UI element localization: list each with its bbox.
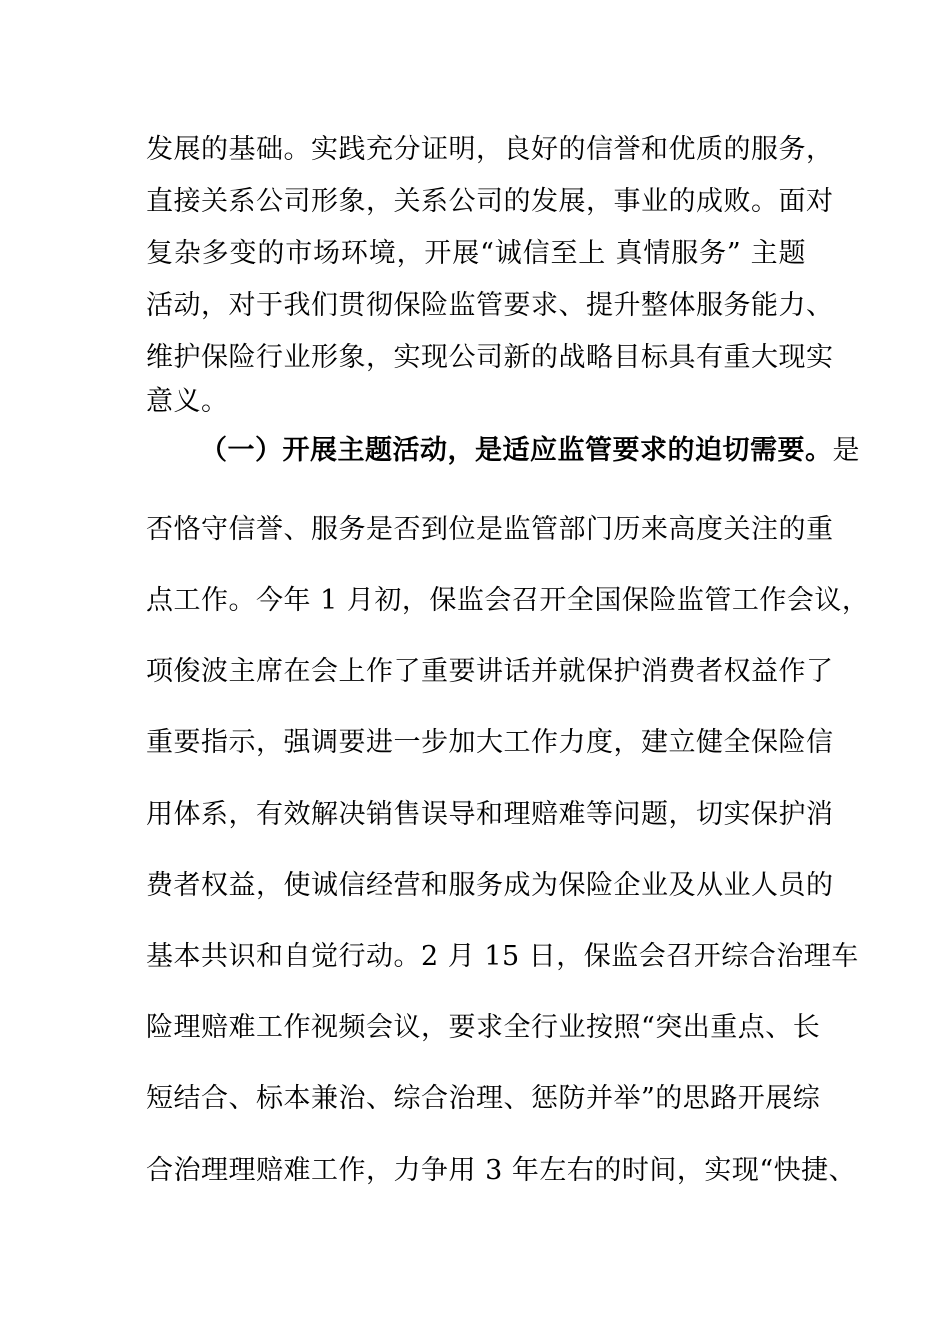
paragraph-line: 意义。: [146, 386, 229, 417]
paragraph-line: 复杂多变的市场环境，开展“诚信至上 真情服务” 主题: [146, 238, 806, 269]
paragraph-line: 直接关系公司形象，关系公司的发展，事业的成败。面对: [146, 186, 834, 217]
paragraph-line: 短结合、标本兼治、综合治理、惩防并举”的思路开展综: [146, 1083, 821, 1114]
paragraph-line: 否恪守信誉、服务是否到位是监管部门历来高度关注的重: [146, 514, 834, 545]
paragraph-line: 项俊波主席在会上作了重要讲话并就保护消费者权益作了: [146, 656, 834, 687]
paragraph-line: 活动，对于我们贯彻保险监管要求、提升整体服务能力、: [146, 290, 834, 321]
heading-tail-text: 是: [832, 435, 860, 466]
paragraph-line: 重要指示，强调要进一步加大工作力度，建立健全保险信: [146, 727, 834, 758]
paragraph-line: 维护保险行业形象，实现公司新的战略目标具有重大现实: [146, 342, 834, 373]
paragraph-line: 点工作。今年 1 月初，保监会召开全国保险监管工作会议，: [146, 585, 870, 616]
paragraph-line: 合治理理赔难工作，力争用 3 年左右的时间，实现“快捷、: [146, 1155, 857, 1186]
section-heading-line: [200, 433, 860, 469]
paragraph-line: 基本共识和自觉行动。2 月 15 日，保监会召开综合治理车: [146, 941, 859, 972]
section-heading: （一）开展主题活动，是适应监管要求的迫切需要。: [200, 435, 833, 466]
paragraph-line: 险理赔难工作视频会议，要求全行业按照“突出重点、长: [146, 1012, 821, 1043]
paragraph-line: 费者权益，使诚信经营和服务成为保险企业及从业人员的: [146, 870, 834, 901]
paragraph-line: 发展的基础。实践充分证明，良好的信誉和优质的服务，: [146, 134, 834, 165]
paragraph-line: 用体系，有效解决销售误导和理赔难等问题，切实保护消: [146, 799, 834, 830]
